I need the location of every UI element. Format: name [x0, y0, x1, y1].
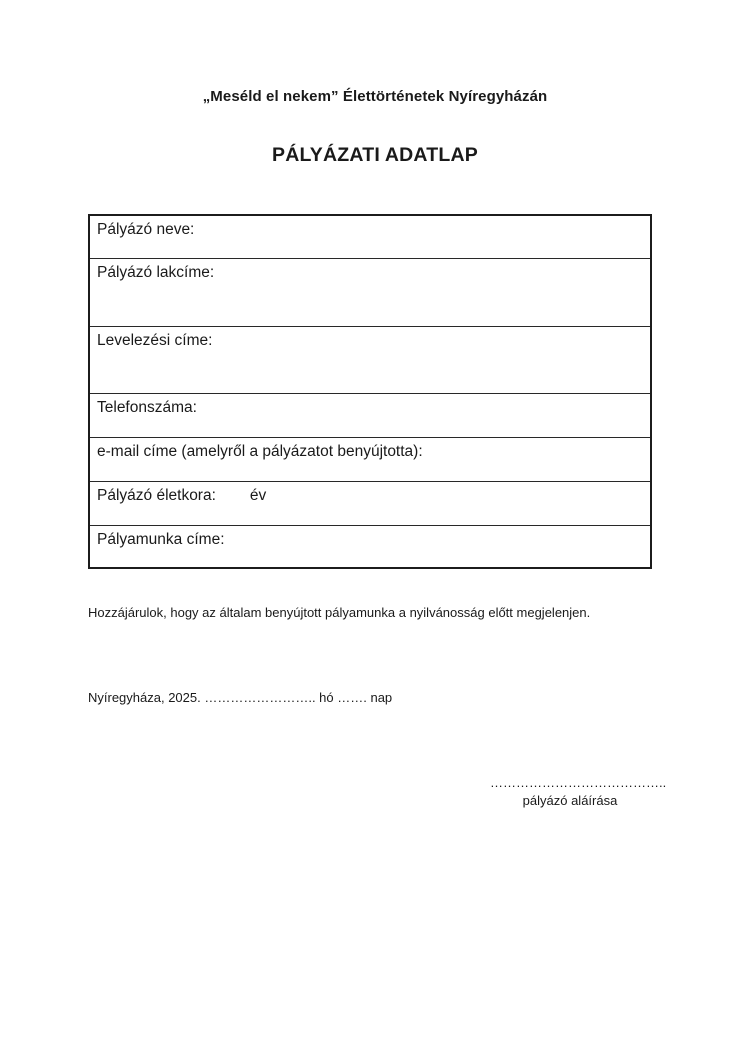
consent-statement: Hozzájárulok, hogy az általam benyújtott pályamunka a nyilvánosság előtt megjelenjen.	[88, 605, 591, 620]
field-applicant-age[interactable]	[89, 481, 651, 525]
signature-block	[490, 775, 667, 810]
signature-dotted-line: …………………………………..	[490, 775, 667, 790]
table-row	[89, 326, 651, 393]
document-subtitle: „Meséld el nekem” Élettörténetek Nyíregyházán	[202, 88, 548, 105]
field-label: Pályamunka címe:	[97, 530, 225, 548]
table-row	[89, 258, 651, 326]
table-row	[89, 215, 651, 258]
field-applicant-name[interactable]	[89, 215, 651, 258]
field-label: Pályázó életkora:	[97, 486, 216, 504]
date-place-line: Nyíregyháza, 2025. …………………….. hó ……. nap	[88, 690, 393, 705]
table-row	[89, 393, 651, 437]
field-mailing-address[interactable]	[89, 326, 651, 393]
signature-caption: pályázó aláírása	[522, 793, 618, 809]
table-row	[89, 525, 651, 568]
application-form-table	[88, 214, 652, 569]
field-entry-title[interactable]	[89, 525, 651, 568]
field-label: Pályázó lakcíme:	[97, 263, 215, 281]
field-label: Levelezési címe:	[97, 331, 213, 349]
age-unit-label: év	[249, 486, 267, 504]
field-phone-number[interactable]	[89, 393, 651, 437]
page-title: PÁLYÁZATI ADATLAP	[272, 144, 478, 166]
field-applicant-address[interactable]	[89, 258, 651, 326]
table-row	[89, 437, 651, 481]
field-label: e-mail címe (amelyről a pályázatot benyújtotta):	[97, 442, 423, 460]
field-label: Pályázó neve:	[97, 221, 195, 238]
table-row	[89, 481, 651, 525]
field-email-address[interactable]	[89, 437, 651, 481]
field-label: Telefonszáma:	[97, 398, 197, 416]
